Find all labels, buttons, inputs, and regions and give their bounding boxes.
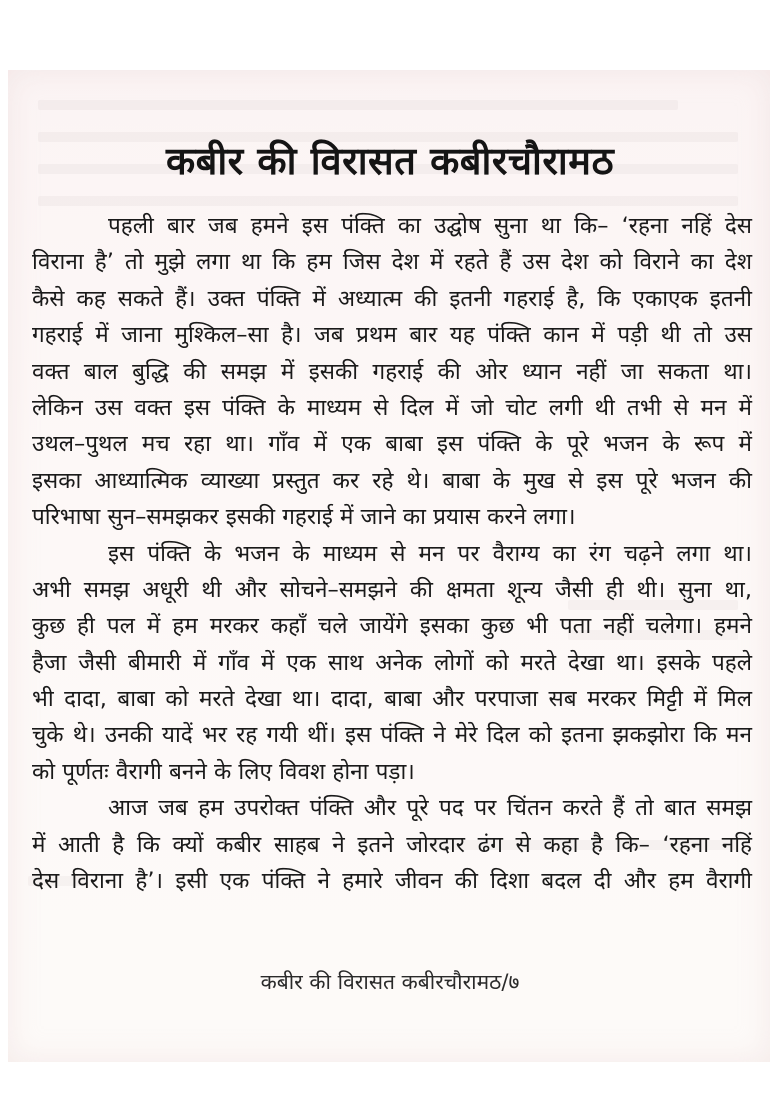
paragraph-2: [32, 536, 752, 791]
text-line: अभी समझ अधूरी थी और सोचने–समझने की क्षमता शून्य जैसी ही थी। सुना था,: [32, 576, 752, 603]
paragraph-3: [32, 790, 752, 899]
text-line: हैजा जैसी बीमारी में गाँव में एक साथ अनेक लोगों को मरते देखा था। इसके पहले: [32, 649, 752, 676]
text-line: कुछ ही पल में हम मरकर कहाँ चले जायेंगे इसका कुछ भी पता नहीं चलेगा। हमने: [32, 613, 752, 640]
text-line: देस विराना है’। इसी एक पंक्ति ने हमारे जीवन की दिशा बदल दी और हम वैरागी: [32, 868, 752, 895]
text-line: विराना है’ तो मुझे लगा था कि हम जिस देश में रहते हैं उस देश को विराने का देश: [32, 249, 752, 276]
text-line: चुके थे। उनकी यादें भर रह गयी थीं। इस पंक्ति ने मेरे दिल को इतना झकझोरा कि मन: [32, 722, 752, 749]
text-line: आज जब हम उपरोक्त पंक्ति और पूरे पद पर चिंतन करते हैं तो बात समझ: [108, 795, 752, 822]
text-line: उथल–पुथल मच रहा था। गाँव में एक बाबा इस पंक्ति के पूरे भजन के रूप में: [32, 431, 752, 458]
chapter-title: कबीर की विरासत कबीरचौरामठ: [165, 139, 615, 184]
text-line: को पूर्णतः वैरागी बनने के लिए विवश होना पड़ा।: [32, 758, 415, 785]
text-line: लेकिन उस वक्त इस पंक्ति के माध्यम से दिल में जो चोट लगी थी तभी से मन में: [32, 394, 752, 421]
text-line: इस पंक्ति के भजन के माध्यम से मन पर वैराग्य का रंग चढ़ने लगा था।: [108, 540, 752, 567]
text-line: वक्त बाल बुद्धि की समझ में इसकी गहराई की ओर ध्यान नहीं जा सकता था।: [32, 358, 752, 385]
text-line: पहली बार जब हमने इस पंक्ति का उद्घोष सुना था कि– ‘रहना नहिं देस: [108, 213, 752, 239]
chapter-body: [32, 208, 752, 899]
text-line: इसका आध्यात्मिक व्याख्या प्रस्तुत कर रहे थे। बाबा के मुख से इस पूरे भजन की: [32, 467, 752, 494]
show-through-line: [38, 100, 678, 110]
text-line: कैसे कह सकते हैं। उक्त पंक्ति में अध्यात्म की इतनी गहराई है, कि एकाएक इतनी: [32, 285, 752, 312]
text-line: भी दादा, बाबा को मरते देखा था। दादा, बाबा और परपाजा सब मरकर मिट्टी में मिल: [32, 686, 752, 713]
paragraph-1: [32, 208, 752, 536]
show-through-line: [38, 196, 738, 206]
page-footer: कबीर की विरासत कबीरचौरामठ/७: [260, 970, 520, 994]
text-line: में आती है कि क्यों कबीर साहब ने इतने जोरदार ढंग से कहा है कि– ‘रहना नहिं: [32, 831, 752, 858]
text-line: गहराई में जाना मुश्किल–सा है। जब प्रथम बार यह पंक्ति कान में पड़ी थी तो उस: [32, 322, 752, 349]
text-line: परिभाषा सुन–समझकर इसकी गहराई में जाने का प्रयास करने लगा।: [32, 504, 576, 531]
